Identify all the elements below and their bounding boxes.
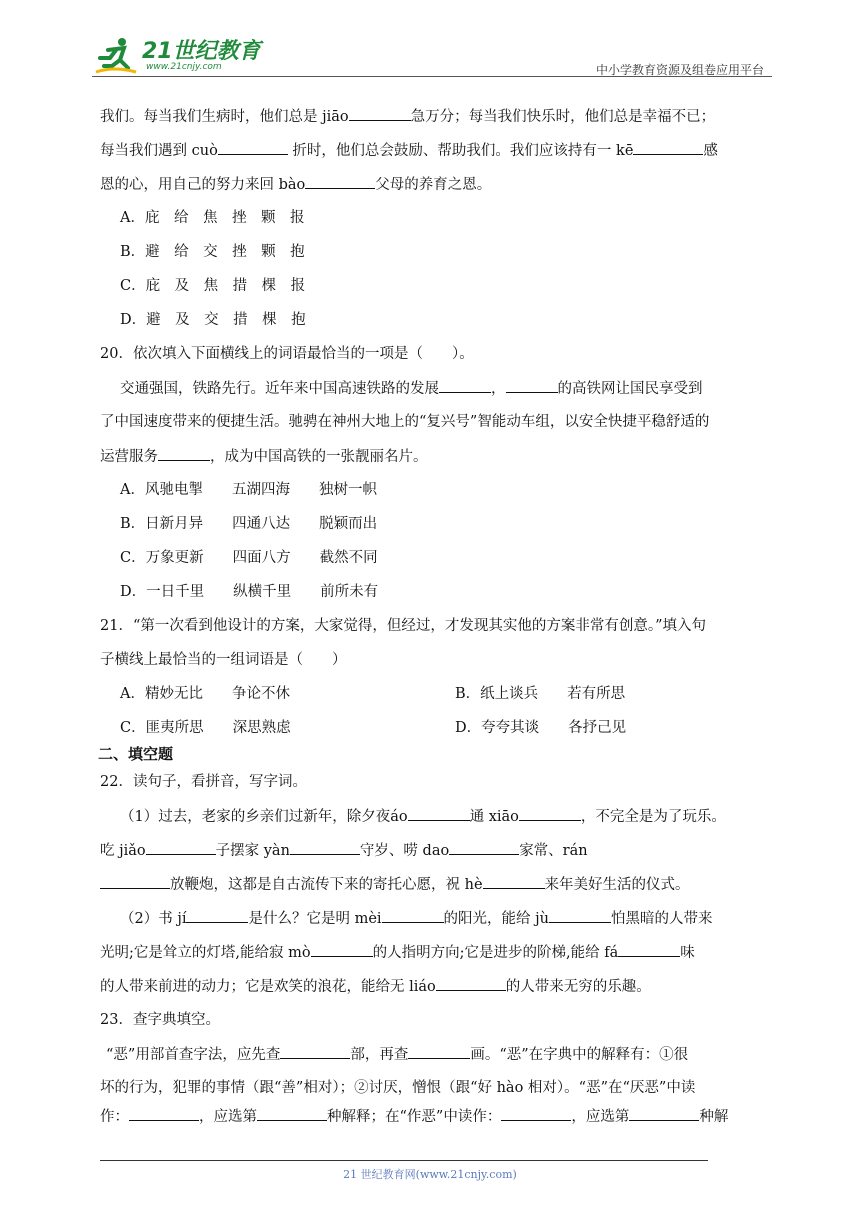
- q21-option-d[interactable]: D．夸夸其谈 各抒己见: [455, 720, 627, 736]
- q19-option-c[interactable]: C．庇 及 焦 措 棵 报: [120, 278, 306, 294]
- q21-stem-line-1: 21．“第一次看到他设计的方案，大家觉得，但经过，才发现其实他的方案非常有创意。”填入句: [100, 618, 707, 634]
- page-footer[interactable]: 21 世纪教育网(www.21cnjy.com): [343, 1168, 517, 1181]
- answer-blank[interactable]: [501, 1106, 571, 1121]
- platform-name: 中小学教育资源及组卷应用平台: [595, 63, 764, 77]
- text: 每当我们遇到 cuò: [100, 143, 218, 159]
- text: 是什么？它是明 mèi: [248, 911, 382, 927]
- q20-option-a[interactable]: A．风驰电掣 五湖四海 独树一帜: [120, 482, 377, 498]
- q22-part1-line-1: [120, 806, 726, 827]
- q20-passage-line-3: [100, 446, 428, 467]
- text: 运营服务: [100, 449, 158, 465]
- text: （2）书 jí: [120, 911, 187, 927]
- text: ，: [491, 381, 506, 397]
- q22-stem: 22．读句子，看拼音，写字词。: [100, 774, 307, 790]
- answer-blank[interactable]: [290, 840, 360, 855]
- q22-part1-line-2: [100, 840, 588, 861]
- text: 味: [680, 945, 695, 961]
- answer-blank[interactable]: [218, 140, 288, 155]
- q20-passage-line-2: 了中国速度带来的便捷生活。驰骋在神州大地上的“复兴号”智能动车组，以安全快捷平稳舒适的: [100, 414, 710, 430]
- answer-blank[interactable]: [408, 1044, 470, 1059]
- text: 父母的养育之恩。: [375, 177, 492, 193]
- q20-passage-line-1: [120, 378, 703, 399]
- answer-blank[interactable]: [483, 874, 545, 889]
- answer-blank[interactable]: [618, 942, 680, 957]
- q19-option-a[interactable]: A．庇 给 焦 挫 颗 报: [120, 210, 305, 226]
- answer-blank[interactable]: [257, 1106, 327, 1121]
- q23-line-3: [100, 1106, 728, 1127]
- header-divider: [92, 76, 772, 77]
- text: 恩的心，用自己的努力来回 bào: [100, 177, 306, 193]
- text: 守岁、唠 dao: [359, 843, 450, 859]
- q22-part2-line-1: [120, 908, 713, 929]
- q21-option-c[interactable]: C．匪夷所思 深思熟虑: [120, 720, 291, 736]
- text: ，应选第: [199, 1109, 257, 1125]
- text: 的阳光，能给 jù: [443, 911, 549, 927]
- text: 感: [703, 143, 718, 159]
- page-header: [92, 30, 772, 78]
- answer-blank[interactable]: [349, 106, 411, 121]
- text: ，应选第: [571, 1109, 630, 1125]
- text: 吃 jiǎo: [100, 843, 146, 859]
- answer-blank[interactable]: [280, 1044, 350, 1059]
- q20-option-d[interactable]: D．一日千里 纵横千里 前所未有: [120, 584, 379, 600]
- text: 来年美好生活的仪式。: [544, 877, 690, 893]
- q21-option-a[interactable]: A．精妙无比 争论不休: [120, 686, 290, 702]
- text: 的人指明方向;它是进步的阶梯,能给 fá: [372, 945, 619, 961]
- answer-blank[interactable]: [629, 1106, 699, 1121]
- text: 急万分；每当我们快乐时，他们总是幸福不已；: [410, 109, 716, 125]
- answer-blank[interactable]: [305, 174, 375, 189]
- answer-blank[interactable]: [439, 378, 491, 393]
- q20-option-b[interactable]: B．日新月异 四通八达 脱颖而出: [120, 516, 378, 532]
- logo-url: www.21cnjy.com: [146, 62, 222, 72]
- answer-blank[interactable]: [436, 976, 506, 991]
- q23-stem: 23．查字典填空。: [100, 1012, 220, 1028]
- text: 的人带来前进的动力；它是欢笑的浪花，能给无 liáo: [100, 979, 436, 995]
- q22-part2-line-2: [100, 942, 695, 963]
- q21-option-b[interactable]: B．纸上谈兵 若有所思: [455, 686, 626, 702]
- text: 家常、rán: [519, 843, 588, 859]
- answer-blank[interactable]: [311, 942, 373, 957]
- text: 折时，他们总会鼓励、帮助我们。我们应该持有一 kē: [287, 143, 634, 159]
- text: （1）过去，老家的乡亲们过新年，除夕夜áo: [120, 809, 408, 825]
- answer-blank[interactable]: [129, 1106, 199, 1121]
- q19-line-1: [100, 106, 715, 127]
- answer-blank[interactable]: [186, 908, 248, 923]
- text: 画。“恶”在字典中的解释有：①很: [470, 1047, 689, 1063]
- q20-option-c[interactable]: C．万象更新 四面八方 截然不同: [120, 550, 378, 566]
- q23-line-2: 坏的行为，犯罪的事情（跟“善”相对）；②讨厌，憎恨（跟“好 hào 相对）。“恶”在“厌恶”中读: [100, 1080, 696, 1096]
- q19-option-d[interactable]: D．避 及 交 措 棵 抱: [120, 312, 306, 328]
- text: 通 xiāo: [469, 809, 519, 825]
- runner-logo-icon: [94, 36, 138, 76]
- text: 部，再查: [350, 1047, 409, 1063]
- section-title: 二、填空题: [98, 745, 174, 763]
- text: 作：: [100, 1109, 129, 1125]
- site-logo: [92, 30, 262, 78]
- q19-option-b[interactable]: B．避 给 交 挫 颗 抱: [120, 244, 305, 260]
- text: 怕黑暗的人带来: [611, 911, 713, 927]
- text: 的高铁网让国民享受到: [557, 381, 703, 397]
- text: 种解释；在“作恶”中读作：: [327, 1109, 502, 1125]
- text: ，成为中国高铁的一张靓丽名片。: [210, 449, 428, 465]
- q23-line-1: [106, 1044, 688, 1065]
- answer-blank[interactable]: [408, 806, 470, 821]
- text: 的人带来无穷的乐趣。: [505, 979, 651, 995]
- answer-blank[interactable]: [506, 378, 558, 393]
- q21-stem-line-2: 子横线上最恰当的一组词语是（ ）: [100, 652, 347, 668]
- text: 种解: [699, 1109, 729, 1125]
- answer-blank[interactable]: [382, 908, 444, 923]
- text: 我们。每当我们生病时，他们总是 jiāo: [100, 109, 349, 125]
- q20-stem: 20．依次填入下面横线上的词语最恰当的一项是（ ）。: [100, 346, 474, 362]
- answer-blank[interactable]: [449, 840, 519, 855]
- text: 光明;它是耸立的灯塔,能给寂 mò: [100, 945, 311, 961]
- text: 交通强国，铁路先行。近年来中国高速铁路的发展: [120, 381, 439, 397]
- q19-line-3: [100, 174, 491, 195]
- text: 放鞭炮，这都是自古流传下来的寄托心愿，祝 hè: [170, 877, 483, 893]
- answer-blank[interactable]: [633, 140, 703, 155]
- answer-blank[interactable]: [549, 908, 611, 923]
- answer-blank[interactable]: [146, 840, 216, 855]
- logo-text: 21世纪教育: [142, 39, 261, 64]
- text: ，不完全是为了玩乐。: [580, 809, 726, 825]
- footer-divider: [100, 1160, 708, 1161]
- text: “恶”用部首查字法，应先查: [106, 1047, 281, 1063]
- text: 子摆家 yàn: [215, 843, 290, 859]
- answer-blank[interactable]: [158, 446, 210, 461]
- q22-part1-line-3: [100, 874, 690, 895]
- answer-blank[interactable]: [100, 874, 170, 889]
- answer-blank[interactable]: [519, 806, 581, 821]
- q19-line-2: [100, 140, 718, 161]
- q22-part2-line-3: [100, 976, 651, 997]
